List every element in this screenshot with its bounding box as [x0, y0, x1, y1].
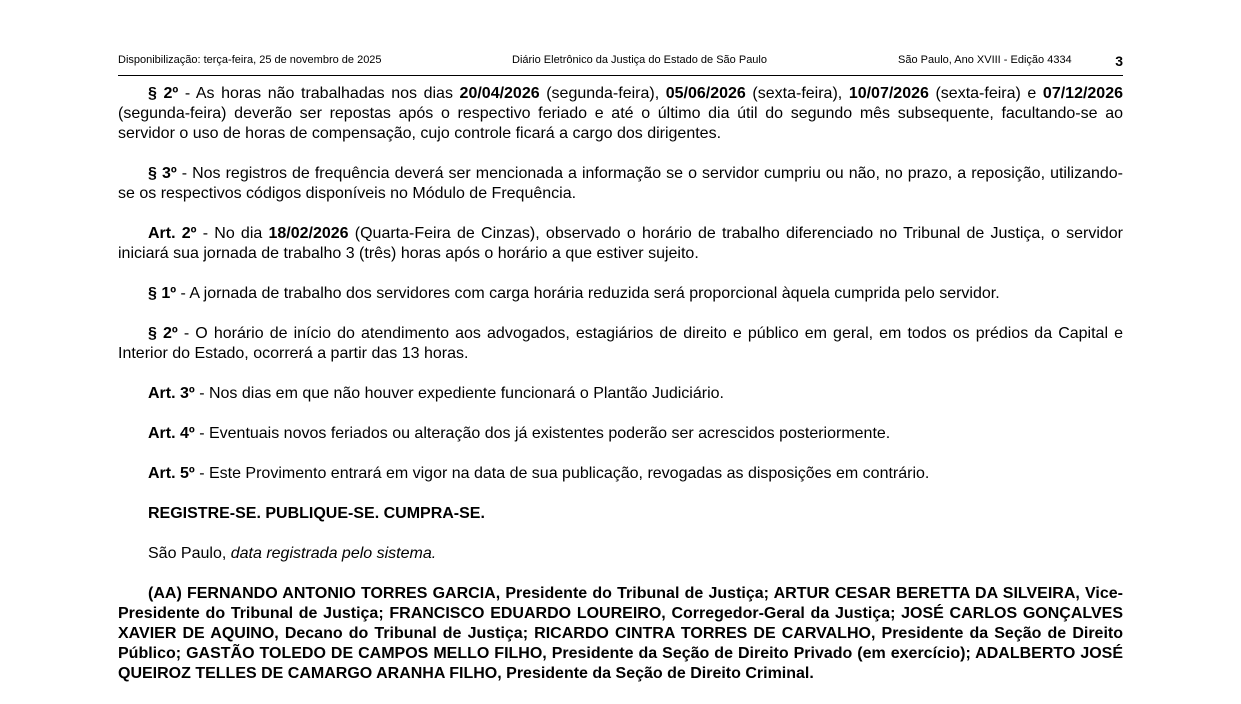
- paragraph-label: Art. 3º: [148, 385, 195, 402]
- paragraph-art2-par2: § 2º - O horário de início do atendimento aos advogados, estagiários de direito e público em geral, em todos os prédios da Capital e Interior do Estado, ocorrerá a partir das 13 horas.: [118, 325, 1124, 362]
- paragraph-art5: Art. 5º - Este Provimento entrará em vigor na data de sua publicação, revogadas as disposições em contrário.: [148, 465, 930, 482]
- paragraph-art4: Art. 4º - Eventuais novos feriados ou alteração dos já existentes poderão ser acrescidos posteriormente.: [148, 425, 891, 442]
- paragraph-art3: Art. 3º - Nos dias em que não houver expediente funcionará o Plantão Judiciário.: [148, 385, 724, 402]
- paragraph-signatories: (AA) FERNANDO ANTONIO TORRES GARCIA, Presidente do Tribunal de Justiça; ARTUR CESAR BERETTA DA SILVEIRA, Vice-Presidente do Tribunal de Justiça; FRANCISCO EDUARDO LOUREIRO, Corregedor-Geral da Justiça; JOSÉ CARLOS GONÇALVES XAVIER DE AQUINO, Decano do Tribunal de Justiça; RICARDO CINTRA TORRES DE CARVALHO, Presidente da Seção de Direito Público; GASTÃO TOLEDO DE CAMPOS MELLO FILHO, Presidente da Seção de Direito Privado (em exercício); ADALBERTO JOSÉ QUEIROZ TELLES DE CAMARGO ARANHA FILHO, Presidente da Seção de Direito Criminal.: [118, 585, 1123, 682]
- paragraph-art2: Art. 2º - No dia 18/02/2026 (Quarta-Feira de Cinzas), observado o horário de trabalho diferenciado no Tribunal de Justiça, o servidor iniciará sua jornada de trabalho 3 (três) horas após o horário a que estiver sujeito.: [118, 225, 1124, 262]
- paragraph-label: Art. 5º: [148, 465, 195, 482]
- header-journal-title: Diário Eletrônico da Justiça do Estado de São Paulo: [512, 54, 767, 66]
- paragraph-date-place: São Paulo, data registrada pelo sistema.: [148, 545, 437, 562]
- paragraph-label: § 1º: [148, 285, 177, 302]
- paragraph-label: § 2º: [148, 325, 178, 342]
- header-publication-date: Disponibilização: terça-feira, 25 de novembro de 2025: [118, 54, 382, 66]
- paragraph-label: § 2º: [148, 85, 179, 102]
- paragraph-label: Art. 2º: [148, 225, 197, 242]
- header-edition: São Paulo, Ano XVIII - Edição 4334: [898, 54, 1072, 66]
- paragraph-register: REGISTRE-SE. PUBLIQUE-SE. CUMPRA-SE.: [148, 505, 485, 522]
- document-body: [118, 84, 1123, 704]
- paragraph-label: Art. 4º: [148, 425, 195, 442]
- paragraph-par2-hours: § 2º - As horas não trabalhadas nos dias 20/04/2026 (segunda-feira), 05/06/2026 (sexta-feira), 10/07/2026 (sexta-feira) e 07/12/2026 (segunda-feira) deverão ser repostas após o respectivo feriado e até o último dia útil do segundo mês subsequente, facultando-se ao servidor o uso de horas de compensação, cujo controle ficará a cargo dos dirigentes.: [118, 85, 1123, 142]
- page-number: 3: [1115, 53, 1123, 69]
- paragraph-art2-par1: § 1º - A jornada de trabalho dos servidores com carga horária reduzida será proporcional àquela cumprida pelo servidor.: [148, 285, 1000, 302]
- page-header: [118, 53, 1123, 76]
- paragraph-label: § 3º: [148, 165, 177, 182]
- paragraph-par3-frequency: § 3º - Nos registros de frequência deverá ser mencionada a informação se o servidor cumpriu ou não, no prazo, a reposição, utilizando-se os respectivos códigos disponíveis no Módulo de Frequência.: [118, 165, 1123, 202]
